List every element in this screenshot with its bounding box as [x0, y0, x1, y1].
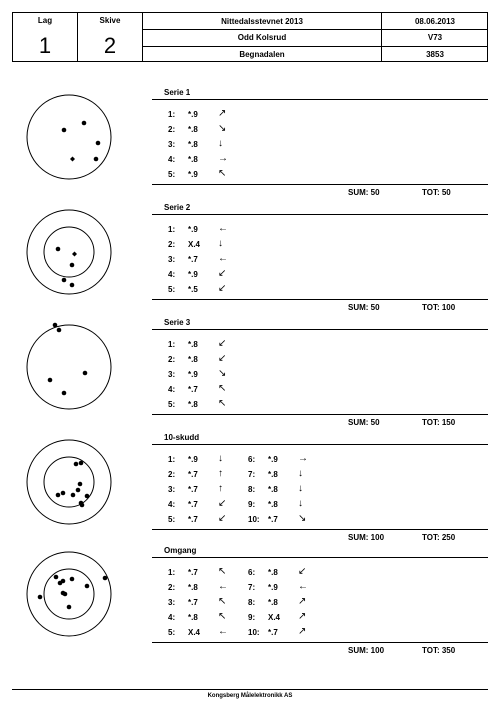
direction-arrow-icon: ↓ — [298, 498, 303, 509]
shot-number: 1: — [168, 455, 176, 464]
direction-arrow-icon: ↖ — [218, 383, 227, 394]
shot-hole — [54, 575, 59, 580]
direction-arrow-icon: ↓ — [298, 468, 303, 479]
target-outer-ring — [27, 325, 111, 409]
direction-arrow-icon: ↑ — [218, 483, 223, 494]
shot-value: *.8 — [268, 470, 278, 479]
series-title-rule — [152, 214, 488, 215]
direction-arrow-icon: ← — [218, 223, 228, 234]
series-total: TOT: 250 — [422, 533, 456, 542]
direction-arrow-icon: ↖ — [218, 168, 227, 179]
shot-number: 5: — [168, 170, 176, 179]
direction-arrow-icon: ↗ — [298, 596, 307, 607]
shot-number: 5: — [168, 515, 176, 524]
direction-arrow-icon: ← — [218, 253, 228, 264]
shot-hole — [56, 493, 61, 498]
series-sum-rule — [152, 414, 488, 415]
series-title: Serie 3 — [164, 318, 191, 327]
series-block-1 — [152, 86, 488, 202]
shot-value: X.4 — [188, 628, 201, 637]
shot-number: 3: — [168, 140, 176, 149]
shot-value: *.7 — [268, 628, 278, 637]
shot-hole — [85, 584, 90, 589]
target-inner-ring — [44, 569, 94, 619]
direction-arrow-icon: ↖ — [218, 596, 227, 607]
shot-hole — [70, 283, 75, 288]
shot-number: 3: — [168, 255, 176, 264]
shot-number: 9: — [248, 613, 256, 622]
series-sum: SUM: 50 — [348, 303, 380, 312]
series-title-rule — [152, 99, 488, 100]
target-serie-1 — [25, 88, 115, 188]
shot-hole — [56, 247, 61, 252]
shot-value: *.7 — [188, 485, 198, 494]
shot-number: 3: — [168, 598, 176, 607]
shooter-number: 3853 — [426, 50, 444, 59]
shot-value: *.9 — [188, 170, 198, 179]
shot-number: 7: — [248, 470, 256, 479]
series-title: Omgang — [164, 546, 197, 555]
shot-hole-marker — [72, 252, 77, 257]
target-outer-ring — [27, 210, 111, 294]
shot-hole — [67, 605, 72, 610]
shot-value: *.8 — [188, 613, 198, 622]
direction-arrow-icon: → — [298, 453, 308, 464]
shot-value: *.8 — [188, 400, 198, 409]
shot-value: *.7 — [188, 568, 198, 577]
shot-value: *.9 — [188, 455, 198, 464]
lag-value: 1 — [38, 33, 52, 58]
shot-value: *.9 — [188, 110, 198, 119]
shot-hole — [96, 141, 101, 146]
shot-hole — [82, 121, 87, 126]
skive-value: 2 — [103, 33, 117, 58]
shot-hole — [58, 581, 63, 586]
shot-number: 4: — [168, 613, 176, 622]
target-serie-3 — [25, 318, 115, 418]
shot-value: *.8 — [188, 340, 198, 349]
series-total: TOT: 150 — [422, 418, 456, 427]
shot-value: *.8 — [188, 583, 198, 592]
shot-hole — [38, 595, 43, 600]
shot-number: 4: — [168, 155, 176, 164]
shooter-name: Odd Kolsrud — [237, 33, 287, 42]
shot-number: 3: — [168, 485, 176, 494]
series-block-3 — [152, 316, 488, 432]
shot-value: *.8 — [188, 155, 198, 164]
header-box — [12, 12, 488, 62]
shot-number: 1: — [168, 568, 176, 577]
footer-rule — [12, 689, 488, 690]
target-outer-ring — [27, 440, 111, 524]
shot-value: *.8 — [188, 125, 198, 134]
series-sum: SUM: 50 — [348, 188, 380, 197]
footer-text: Kongsberg Målelektronikk AS — [207, 693, 293, 699]
series-total: TOT: 350 — [422, 646, 456, 655]
shot-value: *.7 — [188, 470, 198, 479]
shot-number: 8: — [248, 598, 256, 607]
shot-value: *.8 — [268, 485, 278, 494]
shot-value: *.7 — [188, 500, 198, 509]
shot-number: 6: — [248, 568, 256, 577]
shot-number: 4: — [168, 385, 176, 394]
shot-value: *.8 — [268, 568, 278, 577]
shot-number: 8: — [248, 485, 256, 494]
shot-number: 1: — [168, 110, 176, 119]
shot-value: *.9 — [268, 455, 278, 464]
direction-arrow-icon: ← — [218, 626, 228, 637]
direction-arrow-icon: ↖ — [218, 611, 227, 622]
direction-arrow-icon: ↑ — [218, 468, 223, 479]
shot-hole — [62, 391, 67, 396]
shot-value: *.5 — [188, 285, 198, 294]
direction-arrow-icon: ← — [218, 581, 228, 592]
shot-hole — [85, 494, 90, 499]
shot-hole — [62, 278, 67, 283]
series-title-rule — [152, 444, 488, 445]
direction-arrow-icon: ↓ — [218, 138, 223, 149]
event-date: 08.06.2013 — [414, 17, 456, 26]
shot-hole — [61, 491, 66, 496]
series-block-2 — [152, 201, 488, 317]
series-total: TOT: 100 — [422, 303, 456, 312]
shot-number: 4: — [168, 270, 176, 279]
shot-hole — [63, 592, 68, 597]
shot-value: *.9 — [268, 583, 278, 592]
shot-hole — [71, 493, 76, 498]
direction-arrow-icon: ↖ — [218, 566, 227, 577]
shot-value: *.7 — [188, 515, 198, 524]
series-title: Serie 1 — [164, 88, 191, 97]
shot-value: X.4 — [268, 613, 281, 622]
event-name: Nittedalsstevnet 2013 — [221, 17, 303, 26]
shot-number: 7: — [248, 583, 256, 592]
shot-value: *.7 — [188, 255, 198, 264]
shot-hole — [103, 576, 108, 581]
shot-hole-marker — [70, 157, 75, 162]
shot-number: 3: — [168, 370, 176, 379]
shot-number: 4: — [168, 500, 176, 509]
club-name: Begnadalen — [239, 50, 285, 59]
shot-hole — [57, 328, 62, 333]
direction-arrow-icon: ↙ — [218, 498, 227, 509]
lag-label: Lag — [37, 16, 53, 25]
direction-arrow-icon: ↙ — [218, 353, 227, 364]
shot-number: 2: — [168, 355, 176, 364]
series-title: Serie 2 — [164, 203, 191, 212]
series-sum: SUM: 50 — [348, 418, 380, 427]
skive-cell — [78, 13, 142, 63]
shot-value: *.9 — [188, 370, 198, 379]
target-outer-ring — [27, 552, 111, 636]
shot-number: 10: — [248, 628, 260, 637]
shot-value: *.7 — [188, 598, 198, 607]
shot-hole — [94, 157, 99, 162]
shot-hole — [79, 461, 84, 466]
shot-hole — [70, 263, 75, 268]
direction-arrow-icon: ↓ — [218, 238, 223, 249]
shot-hole — [83, 371, 88, 376]
shot-number: 10: — [248, 515, 260, 524]
shot-value: X.4 — [188, 240, 201, 249]
direction-arrow-icon: ↘ — [298, 513, 307, 524]
series-block-10-skudd — [152, 431, 488, 547]
target-10-skudd — [25, 433, 115, 533]
direction-arrow-icon: ↙ — [298, 566, 307, 577]
lag-cell — [13, 13, 77, 63]
shooter-class: V73 — [427, 33, 443, 42]
series-sum-rule — [152, 299, 488, 300]
shot-hole — [74, 462, 79, 467]
shot-number: 2: — [168, 240, 176, 249]
direction-arrow-icon: ↘ — [218, 368, 227, 379]
shot-hole — [53, 323, 58, 328]
direction-arrow-icon: ↙ — [218, 338, 227, 349]
shot-number: 6: — [248, 455, 256, 464]
series-sum-rule — [152, 184, 488, 185]
shot-hole — [70, 577, 75, 582]
direction-arrow-icon: → — [218, 153, 228, 164]
shot-value: *.8 — [188, 140, 198, 149]
shot-number: 2: — [168, 470, 176, 479]
target-inner-ring — [44, 227, 94, 277]
direction-arrow-icon: ↙ — [218, 268, 227, 279]
target-outer-ring — [27, 95, 111, 179]
series-sum: SUM: 100 — [348, 646, 385, 655]
direction-arrow-icon: ↗ — [218, 108, 227, 119]
shot-number: 1: — [168, 225, 176, 234]
series-total: TOT: 50 — [422, 188, 451, 197]
series-title-rule — [152, 329, 488, 330]
shot-hole — [80, 503, 85, 508]
shot-value: *.8 — [188, 355, 198, 364]
direction-arrow-icon: ↘ — [218, 123, 227, 134]
shot-hole — [62, 128, 67, 133]
shot-number: 2: — [168, 583, 176, 592]
shot-value: *.8 — [268, 500, 278, 509]
target-inner-ring — [44, 457, 94, 507]
target-serie-2 — [25, 203, 115, 303]
series-sum: SUM: 100 — [348, 533, 385, 542]
skive-label: Skive — [99, 16, 121, 25]
shot-hole — [78, 482, 83, 487]
shot-value: *.8 — [268, 598, 278, 607]
shot-value: *.7 — [188, 385, 198, 394]
shot-number: 5: — [168, 628, 176, 637]
shot-value: *.9 — [188, 225, 198, 234]
direction-arrow-icon: ↗ — [298, 611, 307, 622]
shot-hole — [76, 488, 81, 493]
direction-arrow-icon: ↗ — [298, 626, 307, 637]
direction-arrow-icon: ↓ — [218, 453, 223, 464]
direction-arrow-icon: ← — [298, 581, 308, 592]
series-sum-rule — [152, 642, 488, 643]
shot-number: 5: — [168, 400, 176, 409]
shot-number: 5: — [168, 285, 176, 294]
shot-value: *.9 — [188, 270, 198, 279]
direction-arrow-icon: ↙ — [218, 513, 227, 524]
shot-hole — [48, 378, 53, 383]
series-sum-rule — [152, 529, 488, 530]
shot-number: 9: — [248, 500, 256, 509]
series-block-omgang — [152, 544, 488, 660]
shot-value: *.7 — [268, 515, 278, 524]
series-title: 10-skudd — [164, 433, 200, 442]
direction-arrow-icon: ↓ — [298, 483, 303, 494]
series-title-rule — [152, 557, 488, 558]
target-omgang — [25, 545, 115, 645]
shot-number: 2: — [168, 125, 176, 134]
direction-arrow-icon: ↙ — [218, 283, 227, 294]
shot-number: 1: — [168, 340, 176, 349]
direction-arrow-icon: ↖ — [218, 398, 227, 409]
